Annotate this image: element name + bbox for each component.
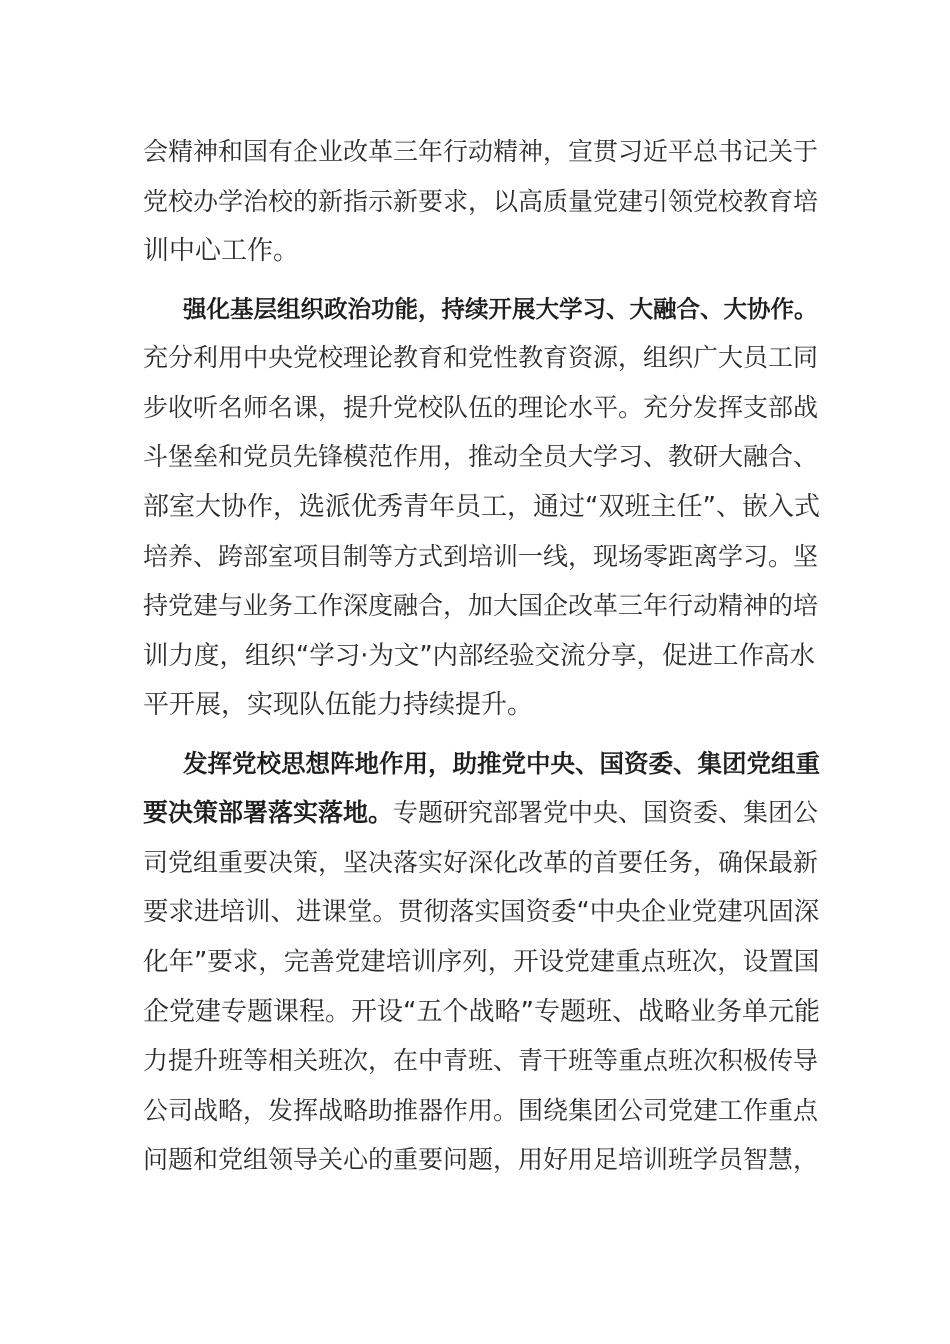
- paragraph-line: 训力度，组织“学习·为文”内部经验交流分享，促进工作高水: [143, 641, 816, 671]
- paragraph-line: 平开展，实现队伍能力持续提升。: [143, 690, 534, 720]
- paragraph-line: 企党建专题课程。开设“五个战略”专题班、战略业务单元能: [143, 997, 820, 1027]
- paragraph-line: 持党建与业务工作深度融合，加大国企改革三年行动精神的培: [143, 591, 819, 620]
- paragraph-line: 问题和党组领导关心的重要问题，用好用足培训班学员智慧，: [143, 1145, 819, 1174]
- paragraph-line: 部室大协作，选派优秀青年员工，通过“双班主任”、嵌入式: [143, 492, 820, 522]
- paragraph-text: 专题研究部署党中央、国资委、集团公: [393, 798, 819, 827]
- paragraph-line: 斗堡垒和党员先锋模范作用，推动全员大学习、教研大融合、: [143, 442, 819, 471]
- paragraph-line: 力提升班等相关班次，在中青班、青干班等重点班次积极传导: [143, 1046, 819, 1075]
- paragraph-line: 公司战略，发挥战略助推器作用。围绕集团公司党建工作重点: [143, 1096, 819, 1125]
- paragraph-heading-end: 要决策部署落实落地。: [143, 798, 394, 827]
- paragraph-line: 要求进培训、进课堂。贯彻落实国资委“中央企业党建巩固深: [143, 897, 820, 927]
- paragraph-line: 步收听名师名课，提升党校队伍的理论水平。充分发挥支部战: [143, 393, 819, 422]
- paragraph-line: 充分利用中央党校理论教育和党性教育资源，组织广大员工同: [143, 343, 819, 372]
- paragraph-line: 司党组重要决策，坚决落实好深化改革的首要任务，确保最新: [143, 848, 819, 877]
- paragraph-heading: 发挥党校思想阵地作用，助推党中央、国资委、集团党组重: [183, 749, 820, 778]
- paragraph-line-mixed: [143, 798, 823, 828]
- paragraph-heading: 强化基层组织政治功能，持续开展大学习、大融合、大协作。: [183, 295, 818, 323]
- paragraph-line: 化年”要求，完善党建培训序列，开设党建重点班次，设置国: [143, 947, 820, 977]
- paragraph-line: 党校办学治校的新指示新要求，以高质量党建引领党校教育培: [143, 187, 819, 216]
- paragraph-line: 培养、跨部室项目制等方式到培训一线，现场零距离学习。坚: [143, 542, 819, 571]
- paragraph-line: 训中心工作。: [143, 236, 300, 266]
- paragraph-line: 会精神和国有企业改革三年行动精神，宣贯习近平总书记关于: [143, 137, 819, 166]
